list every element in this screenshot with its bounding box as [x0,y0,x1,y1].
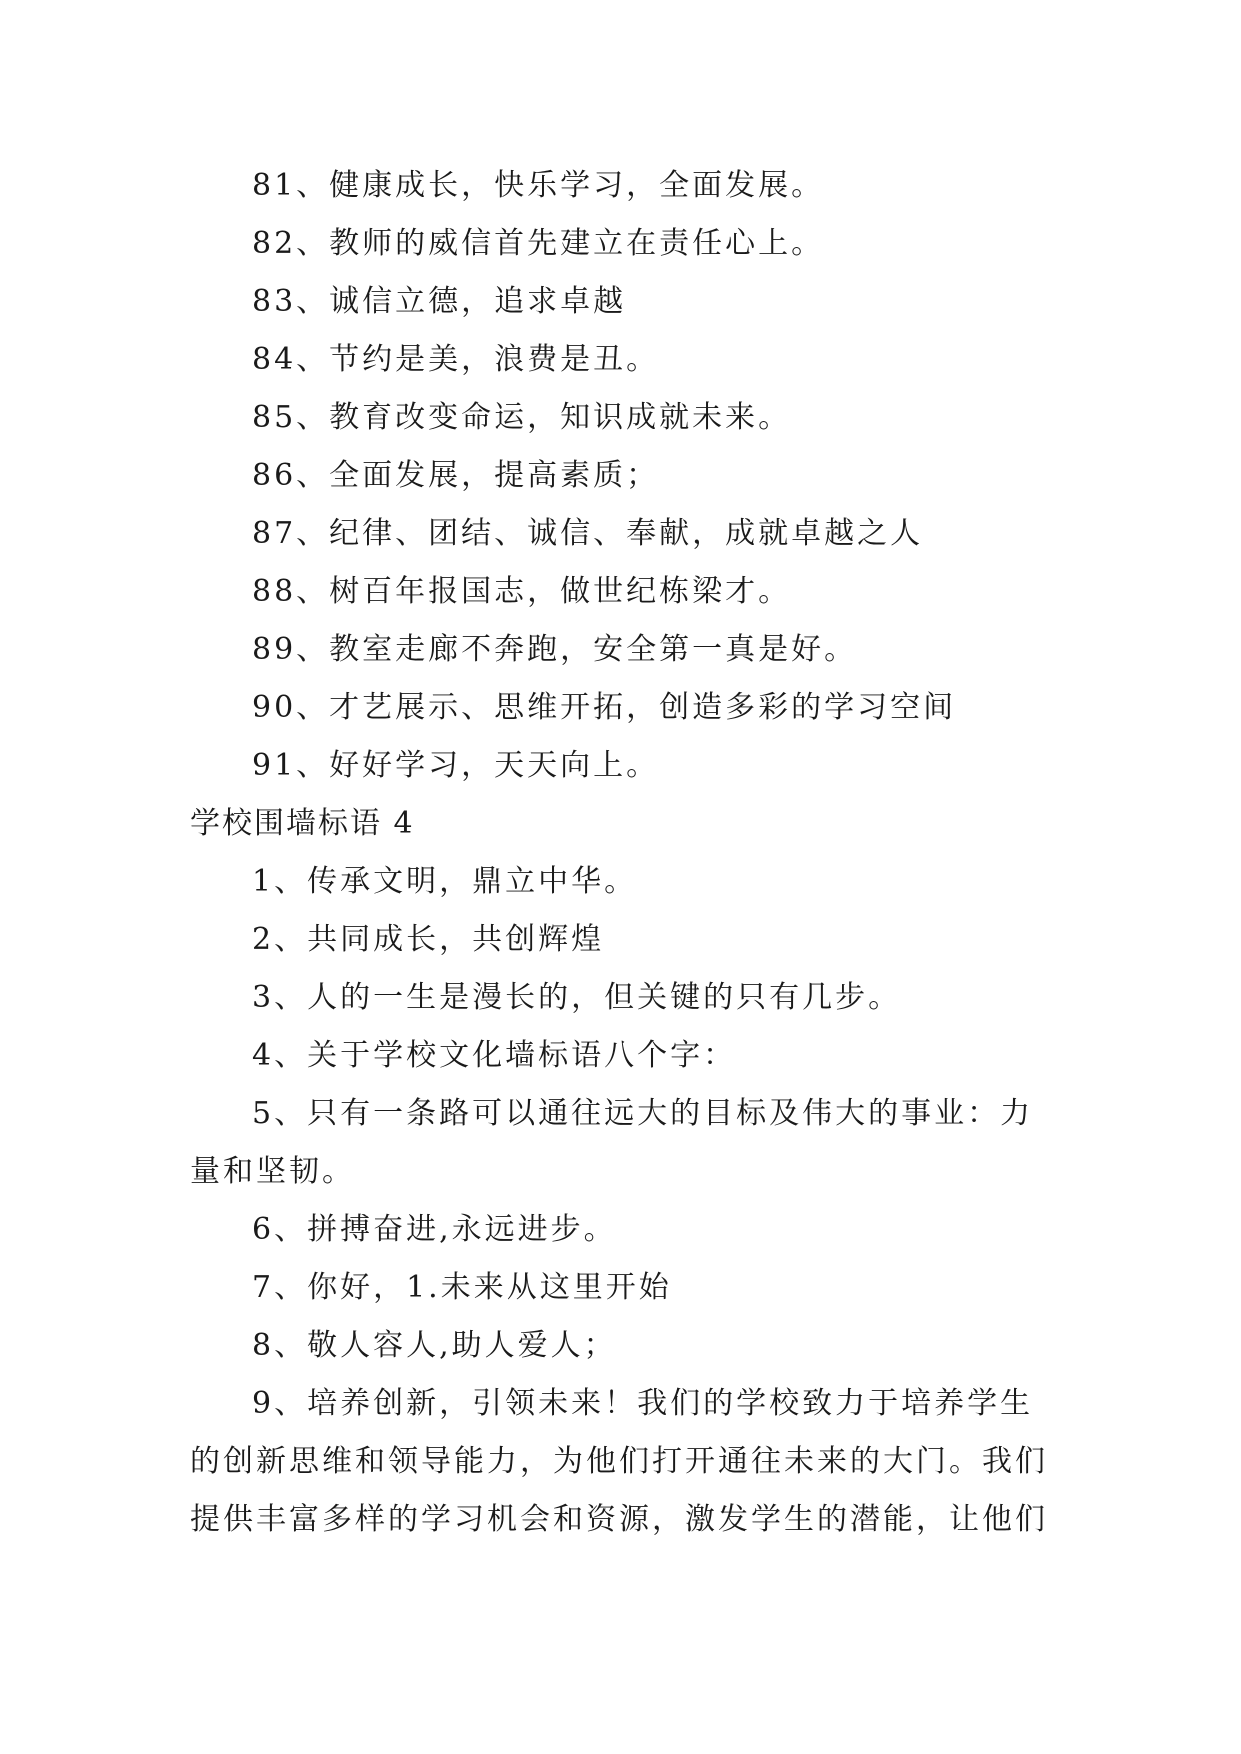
list-item: 85、教育改变命运，知识成就未来。 [252,400,792,435]
list-item: 91、好好学习，天天向上。 [252,748,660,783]
list-item: 83、诚信立德，追求卓越 [252,284,627,319]
list-item: 82、教师的威信首先建立在责任心上。 [252,226,825,261]
list-item-continuation: 的创新思维和领导能力，为他们打开通往未来的大门。我们 [190,1444,1048,1479]
list-item: 1、传承文明，鼎立中华。 [252,864,638,899]
list-item: 88、树百年报国志，做世纪栋梁才。 [252,574,792,609]
list-item: 9、培养创新，引领未来！我们的学校致力于培养学生 [252,1386,1034,1421]
list-item: 89、教室走廊不奔跑，安全第一真是好。 [252,632,858,667]
list-item-continuation: 提供丰富多样的学习机会和资源，激发学生的潜能，让他们 [190,1502,1048,1537]
section-heading: 学校围墙标语 4 [190,806,415,841]
list-item-continuation: 量和坚韧。 [190,1154,355,1189]
list-item: 5、只有一条路可以通往远大的目标及伟大的事业：力 [252,1096,1034,1131]
list-item: 3、人的一生是漫长的，但关键的只有几步。 [252,980,902,1015]
list-item: 81、健康成长，快乐学习，全面发展。 [252,168,825,203]
list-item: 86、全面发展，提高素质； [252,458,660,493]
list-item: 84、节约是美，浪费是丑。 [252,342,660,377]
list-item: 7、你好，1.未来从这里开始 [252,1270,672,1305]
list-item: 6、拼搏奋进,永远进步。 [252,1212,617,1247]
list-item: 4、关于学校文化墙标语八个字： [252,1038,737,1073]
list-item: 8、敬人容人,助人爱人； [252,1328,617,1363]
list-item: 2、共同成长，共创辉煌 [252,922,605,957]
list-item: 90、才艺展示、思维开拓，创造多彩的学习空间 [252,690,957,725]
list-item: 87、纪律、团结、诚信、奉献，成就卓越之人 [252,516,924,551]
